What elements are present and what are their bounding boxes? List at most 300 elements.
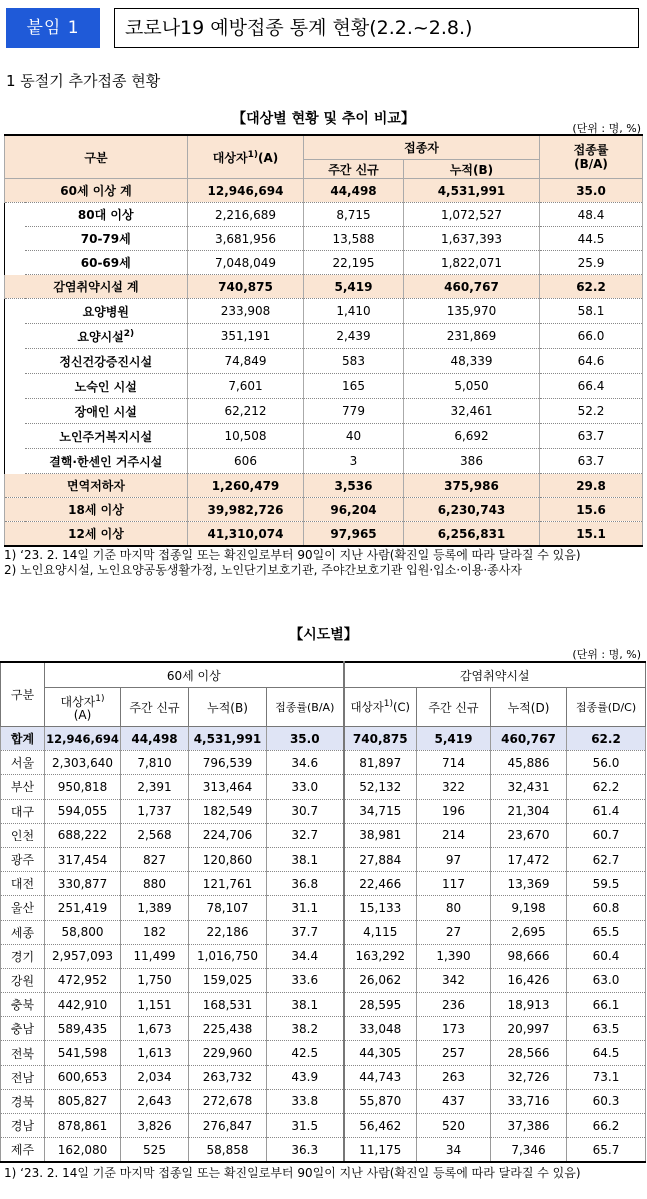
table-row xyxy=(1,1065,646,1089)
rate-ba-value: 33.8 xyxy=(267,1089,344,1113)
target-a-value: 805,827 xyxy=(45,1089,121,1113)
page-title: 코로나19 예방접종 통계 현황(2.2.~2.8.) xyxy=(114,8,639,48)
weekly-new-value: 8,715 xyxy=(304,203,404,227)
rate-ba-value: 33.6 xyxy=(267,968,344,992)
target-c-value: 22,466 xyxy=(344,872,417,896)
target-a-value: 950,818 xyxy=(45,775,121,799)
cumulative-value: 135,970 xyxy=(404,299,540,324)
target-c-value: 28,595 xyxy=(344,993,417,1017)
weekly-a-value: 2,643 xyxy=(121,1089,189,1113)
rate-value: 44.5 xyxy=(540,227,643,251)
target-value: 3,681,956 xyxy=(188,227,304,251)
cum-b-value: 182,549 xyxy=(189,799,267,823)
rate-value: 35.0 xyxy=(540,179,643,203)
weekly-a-value: 1,673 xyxy=(121,1017,189,1041)
cumulative-value: 32,461 xyxy=(404,399,540,424)
row-label: 결핵·한센인 거주시설 xyxy=(25,449,188,474)
target-a-value: 472,952 xyxy=(45,968,121,992)
weekly-a-value: 7,810 xyxy=(121,751,189,775)
rate-value: 15.6 xyxy=(540,498,643,522)
table-row xyxy=(1,920,646,944)
rate-ba-value: 34.4 xyxy=(267,944,344,968)
weekly-c-value: 342 xyxy=(417,968,491,992)
rate-value: 66.0 xyxy=(540,324,643,349)
rate-value: 29.8 xyxy=(540,474,643,498)
note-2: 2) 노인요양시설, 노인요양공동생활가정, 노인단기보호기관, 주야간보호기관 입원·입소·이용·종사자 xyxy=(4,563,522,577)
rate-dc-value: 64.5 xyxy=(567,1041,646,1065)
weekly-new-value: 40 xyxy=(304,424,404,449)
weekly-new-value: 2,439 xyxy=(304,324,404,349)
table-row xyxy=(5,227,643,251)
table-row xyxy=(5,179,643,203)
indent-bracket xyxy=(5,349,25,374)
rate-dc-value: 60.8 xyxy=(567,896,646,920)
target-value: 39,982,726 xyxy=(188,498,304,522)
target-value: 74,849 xyxy=(188,349,304,374)
target-value: 233,908 xyxy=(188,299,304,324)
region-label: 대구 xyxy=(1,799,45,823)
weekly-new-value: 1,410 xyxy=(304,299,404,324)
cum-d-value: 32,726 xyxy=(491,1065,567,1089)
header-cum-d: 누적(D) xyxy=(491,688,567,727)
table-by-region xyxy=(0,661,646,1163)
weekly-c-value: 322 xyxy=(417,775,491,799)
weekly-a-value: 11,499 xyxy=(121,944,189,968)
region-label: 충북 xyxy=(1,993,45,1017)
cum-d-value: 45,886 xyxy=(491,751,567,775)
rate-ba-value: 36.8 xyxy=(267,872,344,896)
weekly-c-value: 117 xyxy=(417,872,491,896)
row-label: 60세 이상 계 xyxy=(5,179,188,203)
weekly-a-value: 3,826 xyxy=(121,1114,189,1138)
rate-ba-value: 32.7 xyxy=(267,823,344,847)
indent-bracket xyxy=(5,399,25,424)
row-label: 18세 이상 xyxy=(5,498,188,522)
table-row xyxy=(1,799,646,823)
cum-d-value: 98,666 xyxy=(491,944,567,968)
cum-d-value: 2,695 xyxy=(491,920,567,944)
table-by-target-group xyxy=(4,134,643,547)
rate-ba-value: 36.3 xyxy=(267,1138,344,1163)
region-label: 전남 xyxy=(1,1065,45,1089)
weekly-a-value: 1,737 xyxy=(121,799,189,823)
header-group-facility: 감염취약시설 xyxy=(344,662,646,688)
rate-ba-value: 43.9 xyxy=(267,1065,344,1089)
table-row xyxy=(1,993,646,1017)
cum-b-value: 272,678 xyxy=(189,1089,267,1113)
cumulative-value: 1,637,393 xyxy=(404,227,540,251)
row-label: 70-79세 xyxy=(25,227,188,251)
cum-b-value: 121,761 xyxy=(189,872,267,896)
weekly-a-value: 44,498 xyxy=(121,727,189,751)
rate-ba-value: 38.1 xyxy=(267,847,344,871)
target-a-value: 442,910 xyxy=(45,993,121,1017)
target-value: 351,191 xyxy=(188,324,304,349)
rate-ba-value: 33.0 xyxy=(267,775,344,799)
note-1: 1) ‘23. 2. 14일 기준 마지막 접종일 또는 확진일로부터 90일이 지난 사람(확진일 등록에 따라 달라질 수 있음) xyxy=(4,548,581,562)
target-c-value: 44,305 xyxy=(344,1041,417,1065)
cum-d-value: 32,431 xyxy=(491,775,567,799)
weekly-a-value: 525 xyxy=(121,1138,189,1163)
table-row xyxy=(5,299,643,324)
target-a-value: 12,946,694 xyxy=(45,727,121,751)
target-c-value: 11,175 xyxy=(344,1138,417,1163)
cum-b-value: 159,025 xyxy=(189,968,267,992)
rate-dc-value: 65.7 xyxy=(567,1138,646,1163)
row-label: 12세 이상 xyxy=(5,522,188,547)
row-label: 정신건강증진시설 xyxy=(25,349,188,374)
cum-d-value: 16,426 xyxy=(491,968,567,992)
table1-unit: (단위 : 명, %) xyxy=(572,122,641,135)
weekly-c-value: 27 xyxy=(417,920,491,944)
weekly-new-value: 165 xyxy=(304,374,404,399)
table-row xyxy=(1,823,646,847)
header-rate-ba: 접종률(B/A) xyxy=(267,688,344,727)
cum-b-value: 120,860 xyxy=(189,847,267,871)
region-label: 경기 xyxy=(1,944,45,968)
weekly-a-value: 1,389 xyxy=(121,896,189,920)
target-value: 1,260,479 xyxy=(188,474,304,498)
row-label: 80대 이상 xyxy=(25,203,188,227)
table-row xyxy=(5,474,643,498)
header-weekly-c: 주간 신규 xyxy=(417,688,491,727)
target-c-value: 44,743 xyxy=(344,1065,417,1089)
table2-caption: 【시도별】 xyxy=(289,627,358,643)
region-label: 서울 xyxy=(1,751,45,775)
header-target: 대상자$^{1)}$(A) xyxy=(188,135,304,179)
table-row xyxy=(5,324,643,349)
target-c-value: 38,981 xyxy=(344,823,417,847)
weekly-c-value: 520 xyxy=(417,1114,491,1138)
cum-d-value: 460,767 xyxy=(491,727,567,751)
weekly-new-value: 3 xyxy=(304,449,404,474)
table-row xyxy=(1,872,646,896)
weekly-a-value: 2,391 xyxy=(121,775,189,799)
cumulative-value: 231,869 xyxy=(404,324,540,349)
attachment-badge: 붙임 1 xyxy=(6,8,100,48)
rate-ba-value: 37.7 xyxy=(267,920,344,944)
rate-ba-value: 31.1 xyxy=(267,896,344,920)
indent-bracket xyxy=(5,203,25,227)
header-weekly-new: 주간 신규 xyxy=(304,160,404,179)
table-row xyxy=(5,251,643,275)
weekly-new-value: 583 xyxy=(304,349,404,374)
target-c-value: 34,715 xyxy=(344,799,417,823)
weekly-c-value: 80 xyxy=(417,896,491,920)
rate-dc-value: 63.0 xyxy=(567,968,646,992)
table-row xyxy=(1,1089,646,1113)
cum-b-value: 22,186 xyxy=(189,920,267,944)
target-c-value: 52,132 xyxy=(344,775,417,799)
cum-d-value: 18,913 xyxy=(491,993,567,1017)
target-value: 2,216,689 xyxy=(188,203,304,227)
target-a-value: 878,861 xyxy=(45,1114,121,1138)
target-a-value: 589,435 xyxy=(45,1017,121,1041)
target-value: 606 xyxy=(188,449,304,474)
rate-ba-value: 38.1 xyxy=(267,993,344,1017)
table-row xyxy=(1,727,646,751)
region-label: 제주 xyxy=(1,1138,45,1163)
header-vaccinated: 접종자 xyxy=(304,135,540,160)
target-value: 62,212 xyxy=(188,399,304,424)
weekly-c-value: 263 xyxy=(417,1065,491,1089)
header-cumulative: 누적(B) xyxy=(404,160,540,179)
target-c-value: 33,048 xyxy=(344,1017,417,1041)
table2-note: 1) ‘23. 2. 14일 기준 마지막 접종일 또는 확진일로부터 90일이 지난 사람(확진일 등록에 따라 달라질 수 있음) xyxy=(4,1166,581,1180)
target-value: 740,875 xyxy=(188,275,304,299)
region-label: 부산 xyxy=(1,775,45,799)
weekly-c-value: 714 xyxy=(417,751,491,775)
target-c-value: 740,875 xyxy=(344,727,417,751)
table-row xyxy=(1,944,646,968)
region-label: 세종 xyxy=(1,920,45,944)
rate-value: 52.2 xyxy=(540,399,643,424)
page-header xyxy=(6,8,639,48)
rate-dc-value: 66.1 xyxy=(567,993,646,1017)
region-label: 광주 xyxy=(1,847,45,871)
cum-d-value: 28,566 xyxy=(491,1041,567,1065)
cum-d-value: 20,997 xyxy=(491,1017,567,1041)
table-row xyxy=(1,1138,646,1163)
cum-b-value: 58,858 xyxy=(189,1138,267,1163)
indent-bracket xyxy=(5,251,25,275)
cum-b-value: 796,539 xyxy=(189,751,267,775)
indent-bracket xyxy=(5,324,25,349)
row-label: 노인주거복지시설 xyxy=(25,424,188,449)
table-row xyxy=(5,399,643,424)
target-c-value: 27,884 xyxy=(344,847,417,871)
row-label: 면역저하자 xyxy=(5,474,188,498)
rate-value: 63.7 xyxy=(540,449,643,474)
rate-value: 66.4 xyxy=(540,374,643,399)
table-row xyxy=(5,498,643,522)
rate-ba-value: 31.5 xyxy=(267,1114,344,1138)
row-label: 장애인 시설 xyxy=(25,399,188,424)
target-a-value: 2,957,093 xyxy=(45,944,121,968)
rate-value: 48.4 xyxy=(540,203,643,227)
weekly-c-value: 257 xyxy=(417,1041,491,1065)
indent-bracket xyxy=(5,299,25,324)
rate-value: 58.1 xyxy=(540,299,643,324)
table-row xyxy=(1,751,646,775)
region-label: 충남 xyxy=(1,1017,45,1041)
region-label: 대전 xyxy=(1,872,45,896)
target-c-value: 56,462 xyxy=(344,1114,417,1138)
table-row xyxy=(5,349,643,374)
rate-dc-value: 60.4 xyxy=(567,944,646,968)
cum-b-value: 263,732 xyxy=(189,1065,267,1089)
cumulative-value: 5,050 xyxy=(404,374,540,399)
weekly-c-value: 437 xyxy=(417,1089,491,1113)
cum-d-value: 21,304 xyxy=(491,799,567,823)
cumulative-value: 1,822,071 xyxy=(404,251,540,275)
target-value: 7,601 xyxy=(188,374,304,399)
rate-value: 64.6 xyxy=(540,349,643,374)
indent-bracket xyxy=(5,449,25,474)
row-label: 요양병원 xyxy=(25,299,188,324)
cumulative-value: 6,256,831 xyxy=(404,522,540,547)
target-a-value: 251,419 xyxy=(45,896,121,920)
header-cum-b: 누적(B) xyxy=(189,688,267,727)
cum-b-value: 313,464 xyxy=(189,775,267,799)
target-value: 12,946,694 xyxy=(188,179,304,203)
target-c-value: 163,292 xyxy=(344,944,417,968)
rate-value: 62.2 xyxy=(540,275,643,299)
weekly-c-value: 5,419 xyxy=(417,727,491,751)
weekly-a-value: 2,568 xyxy=(121,823,189,847)
cum-b-value: 4,531,991 xyxy=(189,727,267,751)
header-region: 구분 xyxy=(1,662,45,727)
weekly-new-value: 3,536 xyxy=(304,474,404,498)
header-rate: 접종률 (B/A) xyxy=(540,135,643,179)
weekly-a-value: 1,750 xyxy=(121,968,189,992)
rate-dc-value: 56.0 xyxy=(567,751,646,775)
target-c-value: 4,115 xyxy=(344,920,417,944)
weekly-a-value: 1,151 xyxy=(121,993,189,1017)
rate-dc-value: 60.3 xyxy=(567,1089,646,1113)
table-row xyxy=(1,1041,646,1065)
table-row xyxy=(5,374,643,399)
rate-value: 63.7 xyxy=(540,424,643,449)
rate-ba-value: 42.5 xyxy=(267,1041,344,1065)
cum-d-value: 17,472 xyxy=(491,847,567,871)
weekly-a-value: 880 xyxy=(121,872,189,896)
weekly-new-value: 779 xyxy=(304,399,404,424)
target-c-value: 55,870 xyxy=(344,1089,417,1113)
cum-b-value: 224,706 xyxy=(189,823,267,847)
weekly-a-value: 827 xyxy=(121,847,189,871)
rate-dc-value: 60.7 xyxy=(567,823,646,847)
table-row xyxy=(1,847,646,871)
cumulative-value: 1,072,527 xyxy=(404,203,540,227)
cum-b-value: 229,960 xyxy=(189,1041,267,1065)
cum-b-value: 276,847 xyxy=(189,1114,267,1138)
weekly-c-value: 214 xyxy=(417,823,491,847)
weekly-c-value: 173 xyxy=(417,1017,491,1041)
rate-dc-value: 66.2 xyxy=(567,1114,646,1138)
rate-dc-value: 62.2 xyxy=(567,727,646,751)
cumulative-value: 375,986 xyxy=(404,474,540,498)
weekly-a-value: 1,613 xyxy=(121,1041,189,1065)
row-label: 60-69세 xyxy=(25,251,188,275)
cum-d-value: 9,198 xyxy=(491,896,567,920)
table-row xyxy=(1,968,646,992)
target-a-value: 600,653 xyxy=(45,1065,121,1089)
region-label: 합계 xyxy=(1,727,45,751)
cumulative-value: 386 xyxy=(404,449,540,474)
cumulative-value: 48,339 xyxy=(404,349,540,374)
region-label: 울산 xyxy=(1,896,45,920)
row-label: 요양시설$^{2)}$ xyxy=(25,324,188,349)
rate-dc-value: 65.5 xyxy=(567,920,646,944)
region-label: 인천 xyxy=(1,823,45,847)
weekly-a-value: 2,034 xyxy=(121,1065,189,1089)
table-row xyxy=(1,775,646,799)
rate-dc-value: 73.1 xyxy=(567,1065,646,1089)
target-a-value: 317,454 xyxy=(45,847,121,871)
section-heading: 1 동절기 추가접종 현황 xyxy=(6,72,161,90)
target-a-value: 688,222 xyxy=(45,823,121,847)
cumulative-value: 460,767 xyxy=(404,275,540,299)
cum-d-value: 7,346 xyxy=(491,1138,567,1163)
region-label: 전북 xyxy=(1,1041,45,1065)
target-a-value: 330,877 xyxy=(45,872,121,896)
table1-notes xyxy=(4,548,641,578)
cum-b-value: 78,107 xyxy=(189,896,267,920)
header-rate-dc: 접종률(D/C) xyxy=(567,688,646,727)
cum-b-value: 225,438 xyxy=(189,1017,267,1041)
weekly-c-value: 196 xyxy=(417,799,491,823)
table-row xyxy=(5,424,643,449)
indent-bracket xyxy=(5,227,25,251)
rate-dc-value: 61.4 xyxy=(567,799,646,823)
weekly-new-value: 22,195 xyxy=(304,251,404,275)
target-a-value: 594,055 xyxy=(45,799,121,823)
target-a-value: 162,080 xyxy=(45,1138,121,1163)
rate-value: 15.1 xyxy=(540,522,643,547)
table-row xyxy=(5,449,643,474)
weekly-new-value: 97,965 xyxy=(304,522,404,547)
cumulative-value: 6,230,743 xyxy=(404,498,540,522)
region-label: 강원 xyxy=(1,968,45,992)
indent-bracket xyxy=(5,424,25,449)
header-target-c: 대상자$^{1)}$(C) xyxy=(344,688,417,727)
target-a-value: 58,800 xyxy=(45,920,121,944)
header-target-a: 대상자$^{1)}$ (A) xyxy=(45,688,121,727)
target-value: 7,048,049 xyxy=(188,251,304,275)
rate-ba-value: 30.7 xyxy=(267,799,344,823)
cum-d-value: 37,386 xyxy=(491,1114,567,1138)
row-label: 노숙인 시설 xyxy=(25,374,188,399)
target-value: 41,310,074 xyxy=(188,522,304,547)
table1-caption: 【대상별 현황 및 추이 비교】 xyxy=(232,111,415,127)
cumulative-value: 6,692 xyxy=(404,424,540,449)
table-row xyxy=(5,203,643,227)
target-value: 10,508 xyxy=(188,424,304,449)
rate-dc-value: 59.5 xyxy=(567,872,646,896)
table-row xyxy=(5,522,643,547)
table2-unit: (단위 : 명, %) xyxy=(572,648,641,661)
target-c-value: 15,133 xyxy=(344,896,417,920)
cum-b-value: 1,016,750 xyxy=(189,944,267,968)
rate-ba-value: 34.6 xyxy=(267,751,344,775)
row-label: 감염취약시설 계 xyxy=(5,275,188,299)
rate-ba-value: 35.0 xyxy=(267,727,344,751)
rate-dc-value: 63.5 xyxy=(567,1017,646,1041)
weekly-a-value: 182 xyxy=(121,920,189,944)
table-row xyxy=(1,1017,646,1041)
weekly-c-value: 97 xyxy=(417,847,491,871)
weekly-new-value: 96,204 xyxy=(304,498,404,522)
weekly-c-value: 236 xyxy=(417,993,491,1017)
header-group-60plus: 60세 이상 xyxy=(45,662,344,688)
cum-d-value: 33,716 xyxy=(491,1089,567,1113)
target-a-value: 541,598 xyxy=(45,1041,121,1065)
weekly-new-value: 5,419 xyxy=(304,275,404,299)
indent-bracket xyxy=(5,374,25,399)
weekly-c-value: 1,390 xyxy=(417,944,491,968)
table-row xyxy=(1,896,646,920)
table-row xyxy=(5,275,643,299)
rate-dc-value: 62.7 xyxy=(567,847,646,871)
rate-ba-value: 38.2 xyxy=(267,1017,344,1041)
cum-b-value: 168,531 xyxy=(189,993,267,1017)
target-a-value: 2,303,640 xyxy=(45,751,121,775)
target-c-value: 26,062 xyxy=(344,968,417,992)
cum-d-value: 23,670 xyxy=(491,823,567,847)
weekly-c-value: 34 xyxy=(417,1138,491,1163)
target-c-value: 81,897 xyxy=(344,751,417,775)
